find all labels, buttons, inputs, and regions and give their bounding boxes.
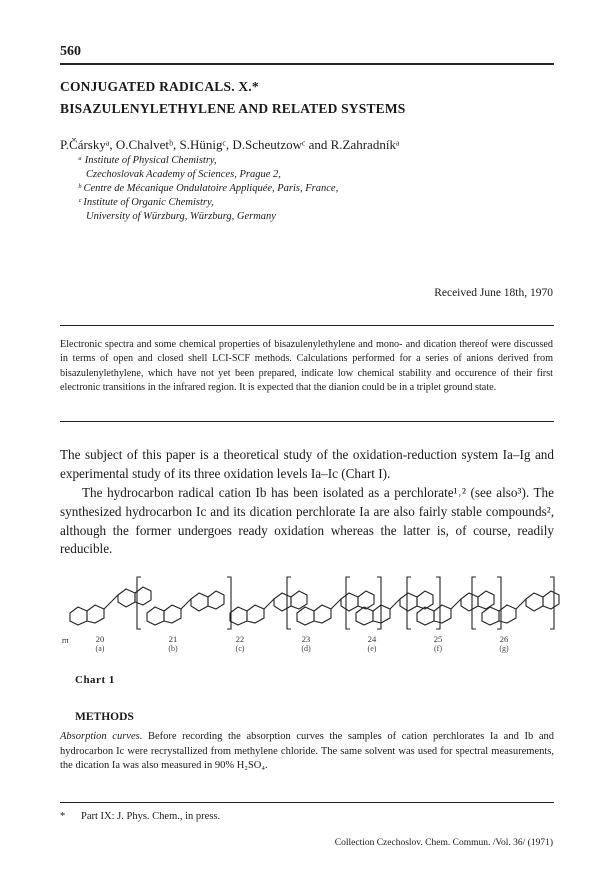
header-rule xyxy=(60,63,554,65)
paper-title-line-2: BISAZULENYLETHYLENE AND RELATED SYSTEMS xyxy=(60,101,406,116)
chart-label-a: (a) xyxy=(95,644,105,653)
received-date: Received June 18th, 1970 xyxy=(434,287,553,299)
chart-r-label: rπ xyxy=(62,636,69,645)
affiliation-2: Czechoslovak Academy of Sciences, Prague 2, xyxy=(86,169,281,180)
structure-b xyxy=(137,577,231,629)
affiliation-4: ᶜ Institute of Organic Chemistry, xyxy=(78,197,214,208)
structure-d xyxy=(287,577,381,629)
author-list: P.Čárskyᵃ, O.Chalvetᵇ, S.Hünigᶜ, D.Scheutzowᶜ and R.Zahradníkᵃ xyxy=(60,137,400,152)
affiliation-5: University of Würzburg, Würzburg, Germany xyxy=(86,211,276,222)
chart-label-d: (d) xyxy=(301,644,311,653)
journal-reference: Collection Czechoslov. Chem. Commun. /Vol. 36/ (1971) xyxy=(334,838,553,848)
abstract: Electronic spectra and some chemical properties of bisazulenylethylene and mono- and dication thereof were discussed in terms of open and closed shell LCI-SCF methods. Calculations performed for a series of anions derived from bisazulenylethylene, which have not yet been prepared, indicate low chemical stability and occurence of their first electronic transitions in the infrared region. It is expected that the dianion could be in a triplet ground state. xyxy=(60,339,553,394)
chart-number-b: 21 xyxy=(168,634,178,644)
structure-f xyxy=(407,577,501,629)
chart-label-b: (b) xyxy=(168,644,178,653)
chart-structures xyxy=(60,571,560,633)
abstract-top-rule xyxy=(60,325,554,326)
structure-c xyxy=(230,591,307,625)
structure-e xyxy=(346,577,440,629)
footnote-rule xyxy=(60,802,554,803)
chart-label-g: (g) xyxy=(499,644,509,653)
chart-number-d: 23 xyxy=(301,634,311,644)
chart-number-g: 26 xyxy=(499,634,509,644)
affiliation-1: ᵃ Institute of Physical Chemistry, xyxy=(78,155,217,166)
methods-lead: Absorption curves. xyxy=(60,731,143,742)
chart-number-e: 24 xyxy=(367,634,377,644)
abstract-bottom-rule xyxy=(60,421,554,422)
chart-number-c: 22 xyxy=(235,634,245,644)
chart-label-c: (c) xyxy=(235,644,245,653)
methods-body: Before recording the absorption curves the samples of cation perchlorates Ia and Ib and hydrocarbon Ic were recrystallized from methylene chloride. The same solvent was used for spectral measurements, the dication Ia was also measured in 90% H₂SO₄. xyxy=(60,731,554,771)
chart-number-f: 25 xyxy=(433,634,443,644)
methods-paragraph xyxy=(60,730,554,774)
chart-label-f: (f) xyxy=(434,644,442,653)
methods-heading: METHODS xyxy=(75,711,134,723)
chart-label-e: (e) xyxy=(367,644,377,653)
chart-number-a: 20 xyxy=(95,634,105,644)
footnote: * Part IX: J. Phys. Chem., in press. xyxy=(60,811,221,822)
chart-caption: Chart 1 xyxy=(75,674,115,686)
structure-g xyxy=(472,577,559,629)
affiliation-3: ᵇ Centre de Mécanique Ondulatoire Appliquée, Paris, France, xyxy=(78,183,339,194)
page-number: 560 xyxy=(60,44,81,59)
paper-title-line-1: CONJUGATED RADICALS. X.* xyxy=(60,79,259,94)
body-paragraph-2: The hydrocarbon radical cation Ib has been isolated as a perchlorate¹˒² (see also³). The synthesized hydrocarbon Ic and its dication perchlorate Ia are also fairly stable compounds², although the former undergoes ready oxidation whereas the latter is, of course, readily reducible. xyxy=(60,485,554,557)
body-paragraph-1: The subject of this paper is a theoretical study of the oxidation-reduction system Ia–Ig and experimental study of its three oxidation levels Ia–Ic (Chart I). xyxy=(60,447,554,481)
structure-a xyxy=(70,587,151,625)
